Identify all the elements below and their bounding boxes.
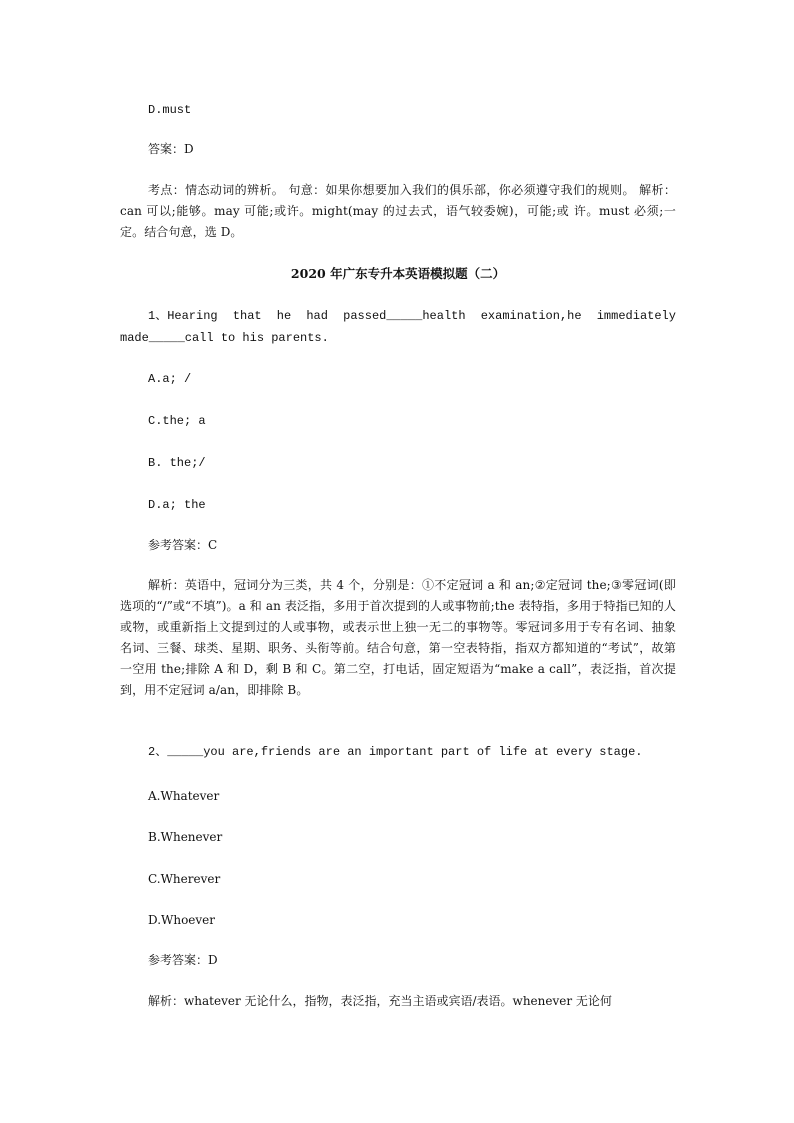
question-1-stem — [120, 305, 676, 349]
question-1-option-d: D.a; the — [148, 498, 206, 512]
option-d-prev: D.must — [148, 103, 192, 117]
question-1-answer: 参考答案：C — [148, 538, 218, 552]
stem-word: passed_____health — [343, 309, 466, 323]
question-2-option-a: A.Whatever — [148, 789, 220, 803]
question-1-analysis: 解析：英语中，冠词分为三类，共 4 个，分别是：①不定冠词 a 和 an;②定冠词 the;③零冠词(即选项的“/”或“不填”)。a 和 an 表泛指，多用于首次提到的人或事物前;the 表特指，多用于特指已知的人或物，或重新指上文提到过的人或事物，或表示世上独一无二的事物等。零冠词多用于专有名词、抽象名词、三餐、球类、星期、职务、头衔等前。结合句意，第一空表特指，指双方都知道的“考试”，故第一空用 the;排除 A 和 D，剩 B 和 C。第二空，打电话，固定短语为“make a call”，表泛指，首次提到，用不定冠词 a/an，即排除 B。 — [120, 578, 676, 697]
question-1-option-b: B. the;/ — [148, 456, 206, 470]
stem-word: immediately — [596, 309, 676, 323]
question-2-option-c: C.Wherever — [148, 872, 221, 886]
analysis-prev: 考点：情态动词的辨析。 句意：如果你想要加入我们的俱乐部，你必须遵守我们的规则。 解析：can 可以;能够。may 可能;或许。might(may 的过去式，语气较委婉)，可能;或 许。must 必须;一定。结合句意，选 D。 — [120, 183, 676, 239]
stem-word: 1、Hearing — [148, 309, 218, 323]
question-1-option-c: C.the; a — [148, 414, 206, 428]
question-1-option-a: A.a; / — [148, 372, 192, 386]
question-2-stem: 2、_____you are,friends are an important part of life at every stage. — [148, 745, 643, 759]
question-2-answer: 参考答案：D — [148, 953, 218, 967]
question-1-stem-line1 — [120, 305, 676, 327]
question-2-option-d: D.Whoever — [148, 913, 216, 927]
stem-word: examination,he — [480, 309, 582, 323]
answer-prev: 答案：D — [148, 142, 194, 156]
question-2-analysis: 解析：whatever 无论什么，指物，表泛指，充当主语或宾语/表语。whenever 无论何 — [148, 994, 612, 1008]
stem-word: he — [276, 309, 292, 323]
document-page — [120, 0, 676, 1123]
question-1-stem-line2: made_____call to his parents. — [120, 331, 329, 345]
question-2-option-b: B.Whenever — [148, 830, 223, 844]
section-title: 2020 年广东专升本英语模拟题（二） — [290, 266, 506, 281]
stem-word: had — [306, 309, 328, 323]
stem-word: that — [232, 309, 262, 323]
